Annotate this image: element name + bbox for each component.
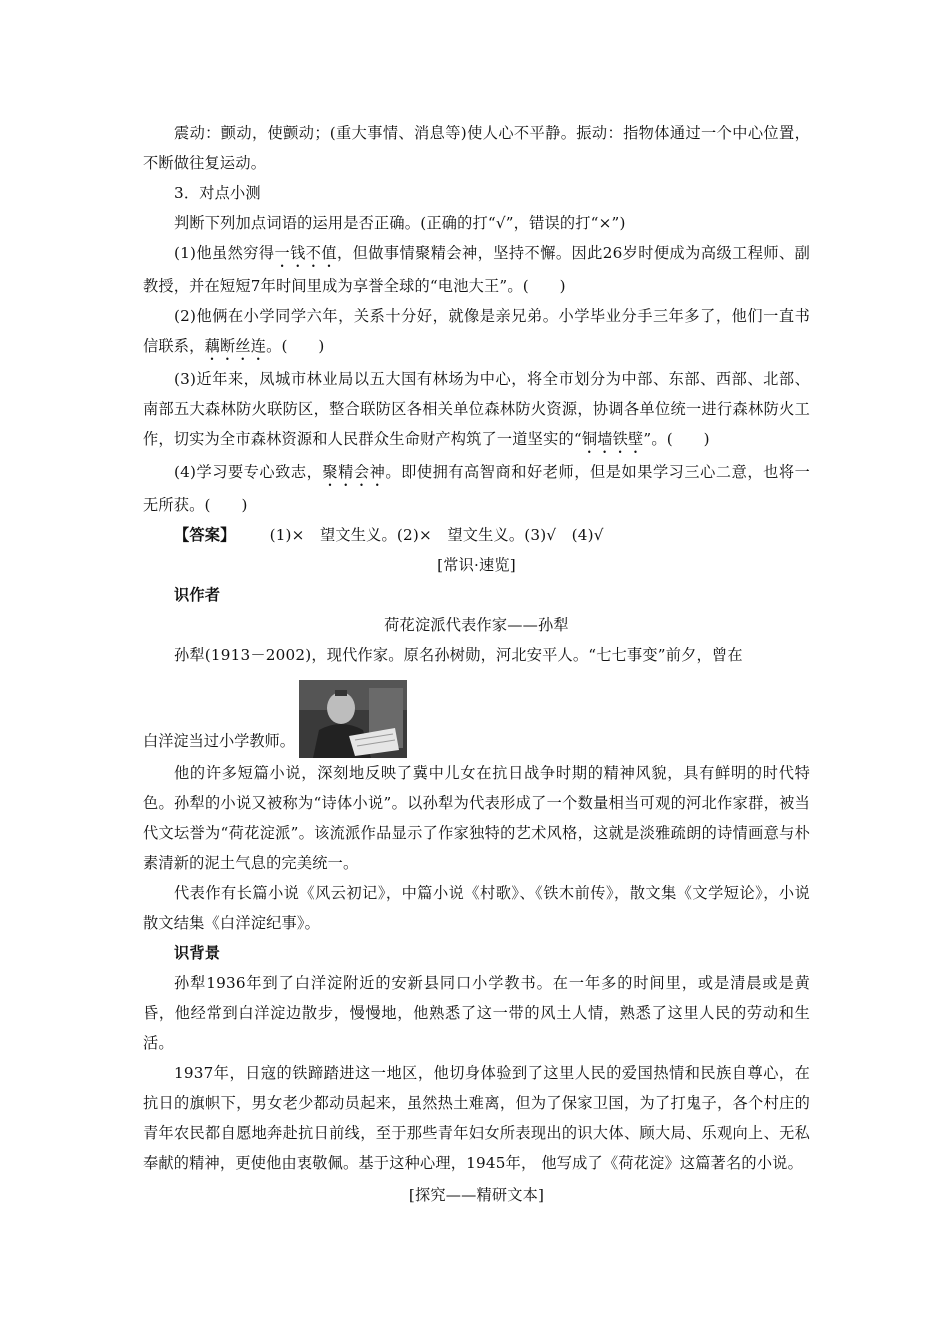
author-paragraph-3: 代表作有长篇小说《风云初记》，中篇小说《村歌》、《铁木前传》，散文集《文学短论》，小说散文结集《白洋淀纪事》。 xyxy=(143,884,810,932)
author-intro-with-photo xyxy=(143,674,810,758)
question-1-term: 一钱不值 xyxy=(274,244,338,262)
question-3 xyxy=(143,364,810,457)
author-portrait-photo xyxy=(299,680,407,758)
answer-label: 【答案】 xyxy=(174,526,236,544)
question-3-post: ”。( ) xyxy=(643,430,710,448)
test-instruction: 判断下列加点词语的运用是否正确。(正确的打“√”，错误的打“×”) xyxy=(174,214,626,232)
author-intro-line-2: 白洋淀当过小学教师。 xyxy=(143,732,295,750)
author-title: 荷花淀派代表作家——孙犁 xyxy=(384,616,569,634)
answer-line xyxy=(143,520,810,550)
question-4 xyxy=(143,457,810,520)
section-tanjiu-heading: [探究——精研文本] xyxy=(408,1186,545,1204)
author-paragraph-2: 他的许多短篇小说，深刻地反映了冀中儿女在抗日战争时期的精神风貌，具有鲜明的时代特色。孙犁的小说又被称为“诗体小说”。以孙犁为代表形成了一个数量相当可观的河北作家群，被当代文坛誉为“荷花淀派”。该流派作品显示了作家独特的艺术风格，这就是淡雅疏朗的诗情画意与朴素清新的泥土气息的完美统一。 xyxy=(143,764,810,872)
section-changshi-heading: [常识·速览] xyxy=(437,556,516,574)
question-4-post: 。即使拥有高智商和好老师，但是如果学习三心二意，也将一无所获。( ) xyxy=(143,463,810,514)
portrait-image xyxy=(299,680,407,758)
background-heading: 识背景 xyxy=(174,944,221,962)
question-2-post: 。( ) xyxy=(266,337,325,355)
question-1 xyxy=(143,238,810,301)
question-2-pre: (2)他俩在小学同学六年，关系十分好，就像是亲兄弟。小学毕业分手三年多了，他们一直书信联系， xyxy=(143,307,810,355)
question-4-pre: (4)学习要专心致志， xyxy=(174,463,323,481)
background-paragraph-1: 孙犁1936年到了白洋淀附近的安新县同口小学教书。在一年多的时间里，或是清晨或是黄昏，他经常到白洋淀边散步，慢慢地，他熟悉了这一带的风土人情，熟悉了这里人民的劳动和生活。 xyxy=(143,974,810,1052)
question-2 xyxy=(143,301,810,364)
definition-paragraph: 震动：颤动，使颤动；(重大事情、消息等)使人心不平静。振动：指物体通过一个中心位置，不断做往复运动。 xyxy=(143,124,810,172)
question-1-pre: (1)他虽然穷得 xyxy=(174,244,275,262)
question-3-pre: (3)近年来，凤城市林业局以五大国有林场为中心，将全市划分为中部、东部、西部、北部、南部五大森林防火联防区，整合联防区各相关单位森林防火资源，协调各单位统一进行森林防火工作，切实为全市森林资源和人民群众生命财产构筑了一道坚实的“ xyxy=(143,370,810,448)
question-2-term: 藕断丝连 xyxy=(204,337,267,355)
question-3-term: 铜墙铁壁 xyxy=(581,430,644,448)
test-heading: 3．对点小测 xyxy=(174,184,261,202)
question-1-post: ，但做事情聚精会神，坚持不懈。因此26岁时便成为高级工程师、副教授，并在短短7年时间里成为享誉全球的“电池大王”。( ) xyxy=(143,244,810,295)
background-paragraph-2: 1937年，日寇的铁蹄踏进这一地区，他切身体验到了这里人民的爱国热情和民族自尊心，在抗日的旗帜下，男女老少都动员起来，虽然热土难离，但为了保家卫国，为了打鬼子，各个村庄的青年农民都自愿地奔赴抗日前线，至于那些青年妇女所表现出的识大体、顾大局、乐观向上、无私奉献的精神，更使他由衷敬佩。基于这种心理，1945年， 他写成了《荷花淀》这篇著名的小说。 xyxy=(143,1064,810,1172)
author-heading: 识作者 xyxy=(174,586,221,604)
author-intro-line-1: 孙犁(1913－2002)，现代作家。原名孙树勋，河北安平人。“七七事变”前夕，曾在 xyxy=(174,646,743,664)
document-page xyxy=(143,118,810,1210)
answer-text: (1)× 望文生义。(2)× 望文生义。(3)√ (4)√ xyxy=(269,526,604,544)
question-4-term: 聚精会神 xyxy=(322,463,386,481)
